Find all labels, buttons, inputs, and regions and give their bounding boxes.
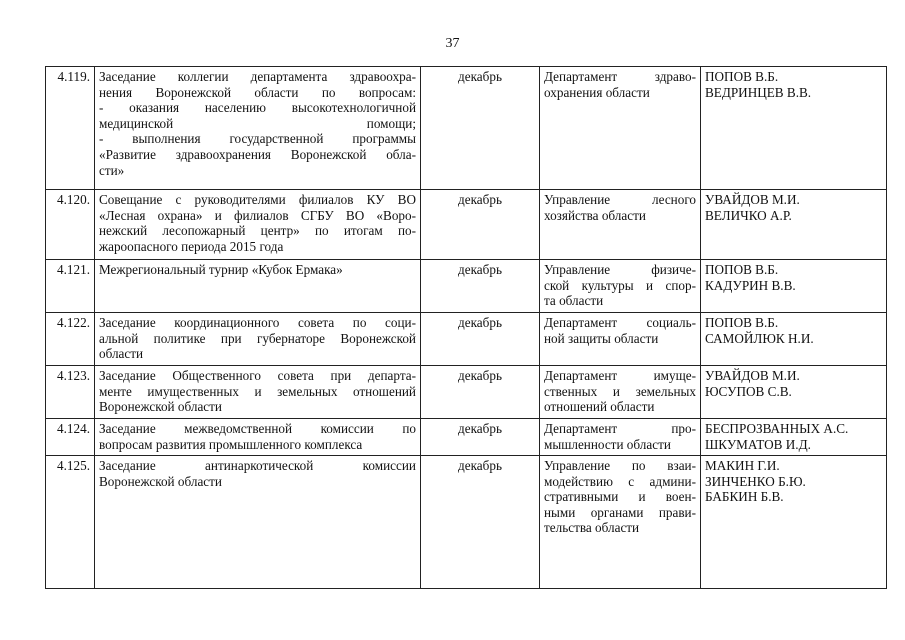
dept-line: охранения области — [544, 84, 650, 100]
event-line: - оказания населению высокотехнологичной — [99, 100, 416, 116]
event-date: декабрь — [458, 458, 502, 473]
item-number-cell — [46, 190, 95, 260]
event-line: «Лесная охрана» и филиалов СГБУ ВО «Воро- — [99, 207, 416, 223]
dept-line: мышленности области — [544, 436, 671, 452]
item-number: 4.123. — [57, 368, 90, 383]
responsible-cell — [701, 456, 887, 589]
dept-line: хозяйства области — [544, 207, 646, 223]
resp-line: ПОПОВ В.Б. — [705, 69, 779, 84]
resp-line: ВЕЛИЧКО А.Р. — [705, 207, 792, 223]
event-line: Заседание межведомственной комиссии по — [99, 421, 416, 436]
table-row — [46, 456, 887, 589]
event-line: сти» — [99, 162, 125, 178]
responsible-cell — [701, 366, 887, 419]
dept-line: та области — [544, 293, 604, 309]
event-line: нения Воронежской области по вопросам: — [99, 84, 416, 100]
event-line: Заседание координационного совета по соци- — [99, 315, 416, 330]
event-date: декабрь — [458, 192, 502, 207]
event-line: нежский лесопожарный центр» по итогам по- — [99, 223, 416, 239]
item-number-cell — [46, 419, 95, 456]
dept-line: Управление лесного — [544, 192, 696, 207]
date-cell — [421, 67, 540, 190]
responsible-cell — [701, 190, 887, 260]
date-cell — [421, 313, 540, 366]
dept-line: ной защиты области — [544, 330, 659, 346]
dept-line: тельства области — [544, 520, 640, 536]
dept-line: Департамент здраво- — [544, 69, 696, 84]
resp-line: ЗИНЧЕНКО Б.Ю. — [705, 473, 806, 489]
page-number: 37 — [445, 36, 460, 51]
responsible-cell — [701, 313, 887, 366]
date-cell — [421, 366, 540, 419]
event-line: - выполнения государственной программы — [99, 131, 416, 147]
event-line: менте имущественных и земельных отношений — [99, 383, 416, 399]
dept-line: стративными и воен- — [544, 489, 696, 505]
event-line: «Развитие здравоохранения Воронежской обла- — [99, 146, 416, 162]
event-line: Воронежской области — [99, 473, 222, 489]
event-cell — [95, 456, 421, 589]
event-line: Заседание Общественного совета при департа- — [99, 368, 416, 383]
date-cell — [421, 190, 540, 260]
resp-line: БАБКИН Б.В. — [705, 489, 784, 505]
item-number: 4.120. — [57, 192, 90, 207]
department-cell — [540, 190, 701, 260]
date-cell — [421, 260, 540, 313]
event-cell — [95, 67, 421, 190]
department-cell — [540, 366, 701, 419]
table-row — [46, 260, 887, 313]
event-line: медицинской помощи; — [99, 115, 416, 131]
resp-line: ПОПОВ В.Б. — [705, 262, 779, 277]
dept-line: ственных и земельных — [544, 383, 696, 399]
item-number: 4.125. — [57, 458, 90, 473]
department-cell — [540, 260, 701, 313]
resp-line: ШКУМАТОВ И.Д. — [705, 436, 811, 452]
event-line: Заседание коллегии департамента здравоохра- — [99, 69, 416, 84]
event-line: вопросам развития промышленного комплекса — [99, 436, 363, 452]
event-line: Заседание антинаркотической комиссии — [99, 458, 416, 473]
event-line: области — [99, 346, 144, 362]
resp-line: МАКИН Г.И. — [705, 458, 780, 473]
date-cell — [421, 419, 540, 456]
event-line: Совещание с руководителями филиалов КУ ВО — [99, 192, 416, 207]
event-date: декабрь — [458, 421, 502, 436]
item-number-cell — [46, 67, 95, 190]
dept-line: ными органами прави- — [544, 504, 696, 520]
department-cell — [540, 419, 701, 456]
event-cell — [95, 313, 421, 366]
dept-line: модействию с админи- — [544, 473, 696, 489]
item-number-cell — [46, 366, 95, 419]
table-row — [46, 67, 887, 190]
table-row — [46, 313, 887, 366]
responsible-cell — [701, 419, 887, 456]
dept-line: Управление физиче- — [544, 262, 696, 277]
resp-line: ВЕДРИНЦЕВ В.В. — [705, 84, 812, 100]
event-line: жароопасного периода 2015 года — [99, 238, 284, 254]
dept-line: отношений области — [544, 399, 655, 415]
event-line: Воронежской области — [99, 399, 222, 415]
item-number: 4.122. — [57, 315, 90, 330]
item-number: 4.121. — [57, 262, 90, 277]
department-cell — [540, 67, 701, 190]
event-cell — [95, 419, 421, 456]
resp-line: ЮСУПОВ С.В. — [705, 383, 792, 399]
dept-line: Департамент социаль- — [544, 315, 696, 330]
dept-line: Управление по взаи- — [544, 458, 696, 473]
event-date: декабрь — [458, 368, 502, 383]
department-cell — [540, 313, 701, 366]
event-cell — [95, 366, 421, 419]
event-cell — [95, 190, 421, 260]
item-number-cell — [46, 313, 95, 366]
event-line: альной политике при губернаторе Воронежской — [99, 330, 416, 346]
resp-line: БЕСПРОЗВАННЫХ А.С. — [705, 421, 849, 436]
date-cell — [421, 456, 540, 589]
event-date: декабрь — [458, 315, 502, 330]
resp-line: КАДУРИН В.В. — [705, 277, 796, 293]
events-table — [45, 66, 887, 589]
responsible-cell — [701, 67, 887, 190]
responsible-cell — [701, 260, 887, 313]
resp-line: САМОЙЛЮК Н.И. — [705, 330, 814, 346]
resp-line: УВАЙДОВ М.И. — [705, 192, 800, 207]
department-cell — [540, 456, 701, 589]
item-number: 4.124. — [57, 421, 90, 436]
events-table-body — [46, 67, 887, 589]
table-row — [46, 190, 887, 260]
event-date: декабрь — [458, 69, 502, 84]
item-number-cell — [46, 456, 95, 589]
item-number-cell — [46, 260, 95, 313]
dept-line: Департамент имуще- — [544, 368, 696, 383]
event-line: Межрегиональный турнир «Кубок Ермака» — [99, 262, 343, 277]
table-row — [46, 366, 887, 419]
event-cell — [95, 260, 421, 313]
table-row — [46, 419, 887, 456]
dept-line: Департамент про- — [544, 421, 696, 436]
item-number: 4.119. — [57, 69, 90, 84]
resp-line: УВАЙДОВ М.И. — [705, 368, 800, 383]
dept-line: ской культуры и спор- — [544, 277, 696, 293]
event-date: декабрь — [458, 262, 502, 277]
resp-line: ПОПОВ В.Б. — [705, 315, 779, 330]
